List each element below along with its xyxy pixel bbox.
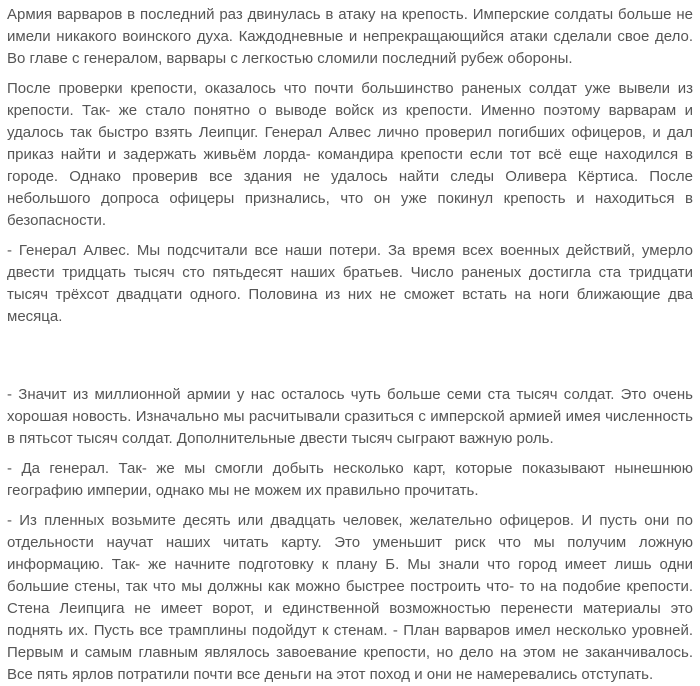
paragraph-army-remaining: - Значит из миллионной армии у нас осталось чуть больше семи ста тысяч солдат. Это очень хорошая новость. Изначально мы расчитывали сразиться с имперской армией имея численность в пятьсот тысяч солдат. Дополнительные двести тысяч сыграют важную роль.	[7, 386, 693, 447]
paragraph-barbarian-attack: Армия варваров в последний раз двинулась в атаку на крепость. Имперские солдаты больше не имели никакого воинского духа. Каждодневные и непрекращающийся атаки сделали свое дело. Во главе с генералом, варвары с легкостью сломили последний рубеж обороны.	[7, 6, 693, 67]
paragraph-plan-b: - Из пленных возьмите десять или двадцать человек, желательно офицеров. И пусть они по отдельности научат наших читать карту. Это уменьшит риск что мы получим ложную информацию. Так- же начните подготовку к плану Б. Мы знали что город имеет лишь одни большие стены, так что мы должны как можно быстрее построить что- то на подобие крепости. Стена Леипцига не имеет ворот, и единственной возможностью перенести материалы это поднять их. Пусть все трамплины подойдут к стенам. - План варваров имел несколько уровней. Первым и самым главным являлось завоевание крепости, но дело на этом не заканчивалось. Все пять ярлов потратили почти все деньги на этот поход и они не намеревались отступать.	[7, 512, 693, 683]
section-gap	[7, 336, 693, 384]
paragraph-fortress-inspection: После проверки крепости, оказалось что почти большинство раненых солдат уже вывели из крепости. Так- же стало понятно о выводе войск из крепости. Именно поэтому варварам и удалось так быстро взять Леипциг. Генерал Алвес лично проверил погибших офицеров, и дал приказ найти и задержать живьём лорда- командира крепости если тот всё еще находился в городе. Однако проверив все здания не удалось найти следы Оливера Кёртиса. После небольшого допроса офицеры признались, что он уже покинул крепость и находиться в безопасности.	[7, 80, 693, 229]
paragraph-maps: - Да генерал. Так- же мы смогли добыть несколько карт, которые показывают нынешнюю географию империи, однако мы не можем их правильно прочитать.	[7, 460, 693, 499]
paragraph-losses-report: - Генерал Алвес. Мы подсчитали все наши потери. За время всех военных действий, умерло двести тридцать тысяч сто пятьдесят наших братьев. Число раненых достигла ста тридцати тысяч трёхсот двадцати одного. Половина из них не сможет встать на ноги ближающие два месяца.	[7, 242, 693, 325]
